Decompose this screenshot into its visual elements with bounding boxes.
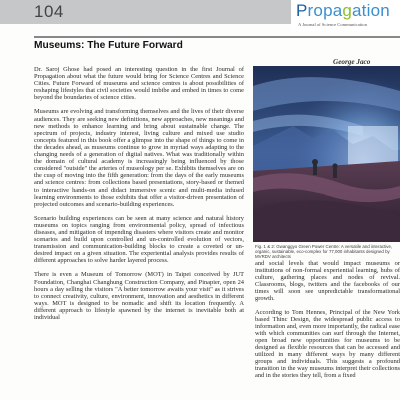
page-number: 104: [34, 2, 64, 21]
paragraph: According to Tom Hennes, Principal of the New York based Thinc Design, the widespread public access to information and, even more importantly, the radical ease with which communities can surf through the Internet, open broad new opportunities for museums to be designed as flexible resources that can be accessed and utilized in many different ways by many different groups and individuals. This suggests a profound transition in the way museums interpret their collections and in the stories they tell, from a fixed: [255, 308, 400, 380]
left-column: [34, 66, 244, 400]
paragraph: and social levels that would impact museums or institutions of non-formal experiential learning, hubs of culture, gathering places and nodes of revival. Classrooms, blogs, twitters and the facebooks of our times will soon see unpredictable transformational growth.: [255, 260, 400, 303]
figure-caption: Fig. 1 & 2: Gwanggyo Green Power Centre: A versatile and interactive, organic, sustainable, eco-complex for 77,000 inhabitants designed by MVRDV architects: [255, 244, 393, 260]
paragraph: Museums are evolving and transforming themselves and the lives of their diverse audiences. They are seeking new definitions, new approaches, new meanings and new methods to enhance learning and bring about sustainable change. The spectrum of projects, industry interest, living culture and mixed use studio concepts featured in this book offer a glimpse into the shape of things to come in the decades ahead, as museums continue to grow in myriad ways adapting to the changing needs of a generation of digital natives. What was traditionally within the domain of cultural academy is increasingly being influenced by those considered "outside" the arteries of museology per se. Exhibits themselves are on the cusp of moving into the fifth generation: from the days of the early museums and science centres: from collections based presentations, story-based or themed to interactive hands-on and didact immersive scenic and multi-media infused learning environments to those exhibits that offer a visitor-driven presentation of projected outcomes and scenario-building experiences.: [34, 108, 244, 208]
article-title: Museums: The Future Forward: [34, 40, 183, 51]
paragraph: There is even a Museum of Tomorrow (MOT) in Taipei conceived by JUT Foundation, Changhai Changhung Construction Company, and Pinapier, open 24 hours a day selling the visitors "A better tomorrow awaits your visit" as it strives to connect creativity, culture, environment, innovation and aesthetics in different ways. MOT is designed to be nomadic and shift its location frequently. A different approach to lifestyle spawned by the internet is inevitable both at individual: [34, 271, 244, 321]
header-divider: [34, 36, 400, 38]
journal-name: Propagation: [296, 1, 390, 20]
journal-logo: [291, 0, 400, 31]
article-author: George Jaco: [333, 58, 371, 66]
right-column: [255, 260, 400, 400]
paragraph: Scenario building experiences can be seen at many science and natural history museums on topics ranging from environmental policy, spread of infectious diseases, and mitigation of impending disasters where visitors create and monitor scenarios and build upon controlled and un-controlled evolution of vectors, transmission and communication-building blocks to create a coveted or un-desired impact on a given situation. The experiential analysis provides results of different approaches to solve harder layered process.: [34, 214, 244, 265]
paragraph: Dr. Saroj Ghose had posed an interesting question in the first Journal of Propagation about what the future would bring for Science Centres and Science Cities. Future Forward of museums and science centres is about possibilities of reshaping lifestyles that civil societies would imbibe and embed in times to come beyond the boundaries of science cities.: [34, 66, 244, 102]
figure-photo: [253, 66, 400, 242]
museum-interior-image: [253, 66, 400, 242]
journal-tagline: A Journal of Science Communication: [298, 22, 367, 27]
